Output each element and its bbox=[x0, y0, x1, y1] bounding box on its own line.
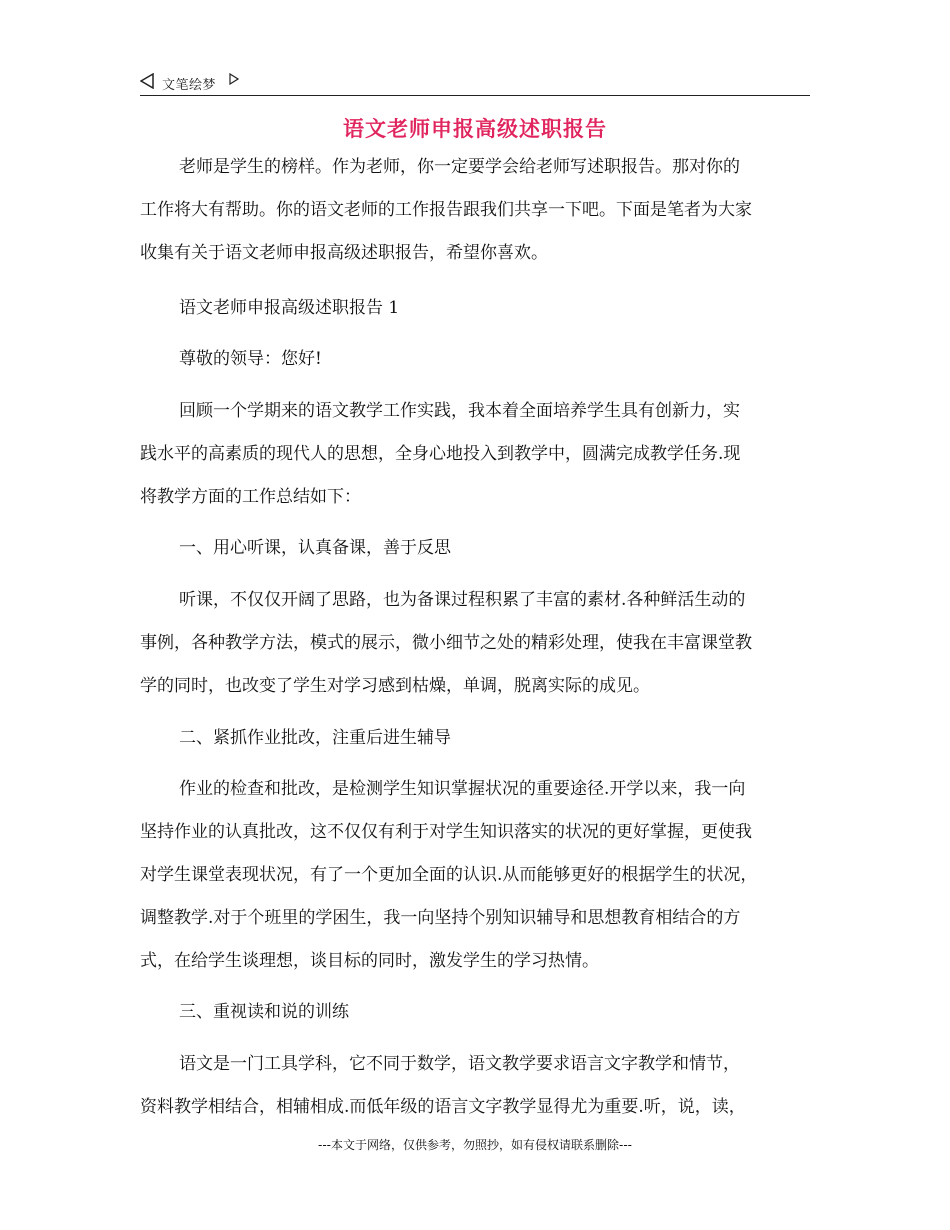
text-line: 调整教学.对于个班里的学困生，我一向坚持个别知识辅导和思想教育相结合的方 bbox=[140, 908, 741, 928]
text-line: 资料教学相结合，相辅相成.而低年级的语言文字教学显得尤为重要.听，说，读， bbox=[140, 1097, 746, 1117]
document-title: 语文老师申报高级述职报告 bbox=[343, 117, 607, 141]
paragraph-reading bbox=[140, 1043, 810, 1129]
paragraph-listening bbox=[140, 579, 810, 708]
section-heading bbox=[140, 287, 810, 330]
subheading-one bbox=[140, 527, 810, 570]
intro-paragraph bbox=[140, 146, 810, 275]
text-line: 践水平的高素质的现代人的思想，全身心地投入到教学中，圆满完成教学任务.现 bbox=[140, 444, 741, 464]
text-line: 工作将大有帮助。你的语文老师的工作报告跟我们共享一下吧。下面是笔者为大家 bbox=[140, 200, 752, 220]
text-line: 将教学方面的工作总结如下： bbox=[140, 487, 361, 507]
text-line: 老师是学生的榜样。作为老师，你一定要学会给老师写述职报告。那对你的 bbox=[179, 157, 740, 177]
text-line: 坚持作业的认真批改，这不仅仅有利于对学生知识落实的状况的更好掌握，更使我 bbox=[140, 822, 752, 842]
text-line: 三、重视读和说的训练 bbox=[179, 1002, 349, 1022]
text-line: 回顾一个学期来的语文教学工作实践，我本着全面培养学生具有创新力，实 bbox=[179, 401, 740, 421]
text-line: 式，在给学生谈理想，谈目标的同时，激发学生的学习热情。 bbox=[140, 951, 599, 971]
salutation bbox=[140, 338, 810, 381]
text-line: 尊敬的领导：您好! bbox=[179, 349, 322, 369]
text-line: 对学生课堂表现状况，有了一个更加全面的认识.从而能够更好的根据学生的状况， bbox=[140, 865, 758, 885]
text-line: 一、用心听课，认真备课，善于反思 bbox=[179, 538, 451, 558]
paragraph-homework bbox=[140, 768, 810, 983]
text-line: 语文是一门工具学科，它不同于数学，语文教学要求语言文字教学和情节， bbox=[179, 1054, 740, 1074]
text-line: 学的同时，也改变了学生对学习感到枯燥，单调，脱离实际的成见。 bbox=[140, 676, 650, 696]
opening-paragraph bbox=[140, 390, 810, 519]
triangle-left-icon bbox=[140, 73, 154, 89]
subheading-two bbox=[140, 717, 810, 760]
subheading-three bbox=[140, 991, 810, 1034]
triangle-right-icon bbox=[229, 73, 239, 85]
text-line: 听课，不仅仅开阔了思路，也为备课过程积累了丰富的素材.各种鲜活生动的 bbox=[179, 590, 746, 610]
disclaimer-footer: ---本文于网络，仅供参考，勿照抄，如有侵权请联系删除--- bbox=[318, 1138, 632, 1152]
text-line: 作业的检查和批改，是检测学生知识掌握状况的重要途径.开学以来，我一向 bbox=[179, 779, 746, 799]
brand-name: 文笔绘梦 bbox=[162, 78, 217, 93]
text-line: 二、紧抓作业批改，注重后进生辅导 bbox=[179, 728, 451, 748]
page-header bbox=[140, 68, 810, 96]
text-line: 语文老师申报高级述职报告 1 bbox=[179, 298, 400, 318]
text-line: 事例，各种教学方法，模式的展示，微小细节之处的精彩处理，使我在丰富课堂教 bbox=[140, 633, 752, 653]
text-line: 收集有关于语文老师申报高级述职报告，希望你喜欢。 bbox=[140, 243, 548, 263]
